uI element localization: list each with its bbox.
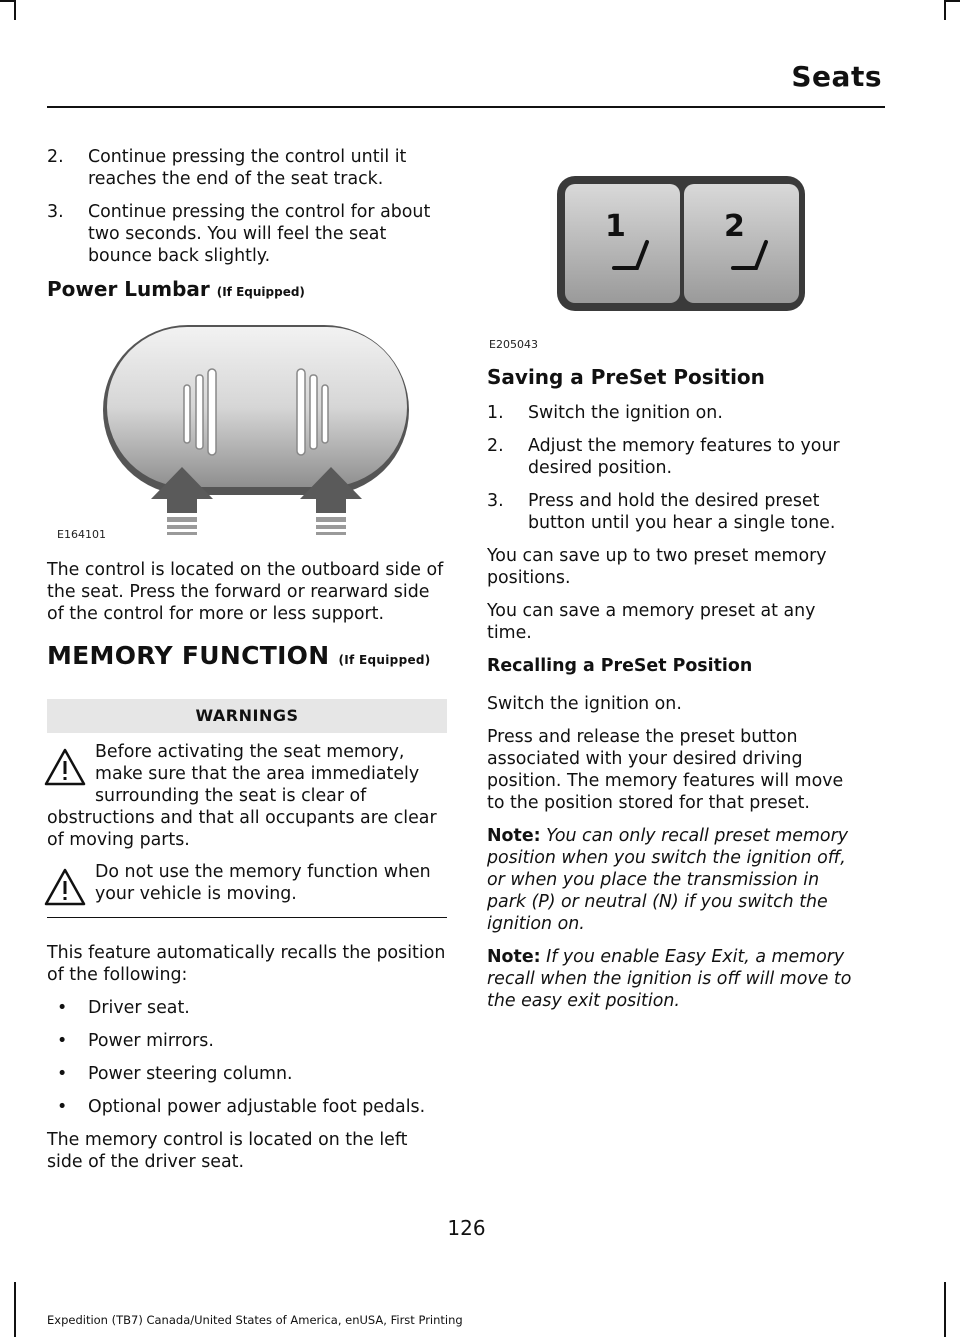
step-number: 2. (487, 436, 504, 456)
list-item-text: Optional power adjustable foot pedals. (88, 1097, 426, 1117)
step-number: 2. (47, 147, 64, 167)
power-lumbar-heading (47, 278, 447, 303)
warning-item (47, 861, 447, 907)
step-text: Press and hold the desired preset button until you hear a single tone. (528, 491, 836, 533)
step-text: Continue pressing the control until it reaches the end of the seat track. (88, 147, 407, 189)
recall-info: Switch the ignition on. (487, 694, 682, 714)
page-footer: Expedition (TB7) Canada/United States of America, enUSA, First Printing (47, 1313, 463, 1327)
step-number: 1. (487, 403, 504, 423)
crop-mark (14, 0, 16, 20)
save-info: You can save a memory preset at any time. (487, 601, 816, 643)
recalling-preset-heading: Recalling a PreSet Position (487, 656, 753, 676)
note (487, 946, 857, 1012)
memory-control-location: The memory control is located on the left side of the driver seat. (47, 1130, 408, 1172)
list-item: • Driver seat. (57, 998, 190, 1018)
list-item: • Power mirrors. (57, 1031, 214, 1051)
note-label: Note: (487, 947, 541, 967)
lumbar-figure (47, 317, 447, 547)
if-equipped-tag: (If Equipped) (216, 285, 305, 299)
memory-button-2[interactable]: 2 (724, 209, 745, 244)
list-item-text: Driver seat. (88, 998, 190, 1018)
recall-info: Press and release the preset button associated with your desired driving position. The memory features will move to the position stored for that preset. (487, 727, 844, 813)
step-item (47, 201, 447, 267)
left-column (47, 146, 447, 1184)
crop-mark (944, 1282, 946, 1337)
save-info: You can save up to two preset memory positions. (487, 546, 827, 588)
step-text: Continue pressing the control for about two seconds. You will feel the seat bounce back slightly. (88, 202, 431, 266)
step-number: 3. (47, 202, 64, 222)
saving-preset-heading: Saving a PreSet Position (487, 365, 765, 389)
list-item: • Power steering column. (57, 1064, 293, 1084)
step-text: Adjust the memory features to your desired position. (528, 436, 840, 478)
warning-text: Do not use the memory function when your vehicle is moving. (95, 862, 431, 904)
heading-text: Power Lumbar (47, 277, 210, 301)
warning-item (47, 741, 447, 851)
warning-triangle-icon (43, 747, 87, 787)
note-text: You can only recall preset memory position when you switch the ignition off, or when you place the transmission in park (P) or neutral (N) if you switch the ignition on. (487, 826, 849, 934)
list-item-text: Power mirrors. (88, 1031, 214, 1051)
header-rule (47, 106, 885, 108)
memory-button-1[interactable]: 1 (605, 209, 626, 244)
memory-buttons-figure (487, 146, 857, 354)
warning-text: Before activating the seat memory, make sure that the area immediately surrounding the seat is clear of obstructions and that all occupants are clear of moving parts. (47, 742, 437, 850)
step-item (487, 490, 857, 534)
crop-mark (946, 0, 960, 2)
memory-function-heading (47, 641, 447, 671)
crop-mark (0, 0, 14, 2)
page-header-title: Seats (791, 60, 882, 93)
if-equipped-tag: (If Equipped) (338, 653, 431, 667)
lumbar-control-illustration (47, 317, 447, 547)
step-item (487, 402, 857, 424)
step-item (487, 435, 857, 479)
heading-text: MEMORY FUNCTION (47, 641, 330, 670)
warning-triangle-icon (43, 867, 87, 907)
figure-code: E164101 (57, 528, 106, 541)
warnings-divider (47, 917, 447, 918)
list-item-text: Power steering column. (88, 1064, 293, 1084)
note-label: Note: (487, 826, 541, 846)
figure-code: E205043 (489, 338, 538, 351)
page-number: 126 (447, 1216, 486, 1240)
step-number: 3. (487, 491, 504, 511)
step-text: Switch the ignition on. (528, 403, 723, 423)
crop-mark (14, 1282, 16, 1337)
right-column (487, 146, 857, 1023)
lumbar-description: The control is located on the outboard side of the seat. Press the forward or rearward side of the control for more or less support. (47, 560, 444, 624)
memory-buttons-illustration (487, 146, 857, 336)
crop-mark (944, 0, 946, 20)
warnings-title: WARNINGS (47, 699, 447, 733)
step-item (47, 146, 447, 190)
memory-intro: This feature automatically recalls the position of the following: (47, 943, 446, 985)
list-item: • Optional power adjustable foot pedals. (57, 1097, 426, 1117)
note-text: If you enable Easy Exit, a memory recall when the ignition is off will move to the easy exit position. (487, 947, 852, 1011)
note (487, 825, 857, 935)
